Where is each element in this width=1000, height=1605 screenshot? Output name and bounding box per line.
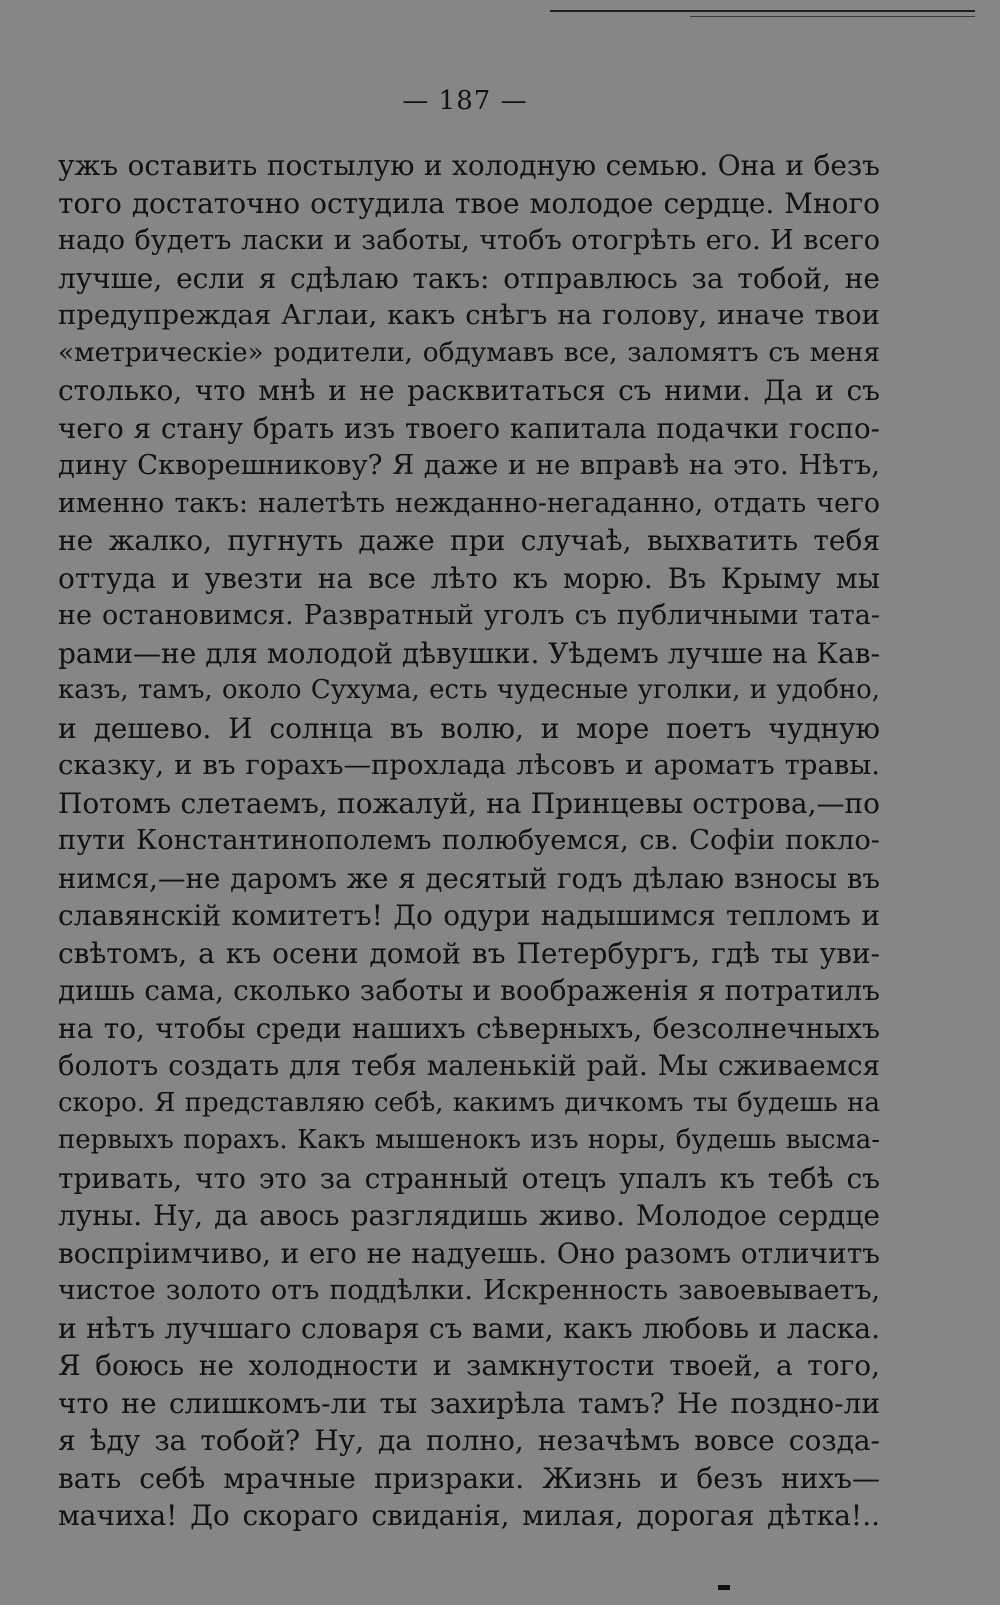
top-rule-line-thin: [690, 16, 975, 17]
text-line: и нѣтъ лучшаго словаря съ вами, какъ любовь и ласка.: [58, 1311, 880, 1345]
text-line: нимся,—не даромъ же я десятый годъ дѣлаю взносы въ: [58, 861, 880, 895]
text-line: Я боюсь не холодности и замкнутости твоей, а того,: [58, 1349, 880, 1382]
text-line: луны. Ну, да авось разглядишь живо. Молодое сердце: [58, 1199, 880, 1232]
text-line: Потомъ слетаемъ, пожалуй, на Принцевы острова,—по: [58, 786, 880, 820]
text-line: оттуда и увезти на все лѣто къ морю. Въ Крыму мы: [58, 561, 880, 595]
page-number: — 187 —: [402, 86, 528, 116]
text-line: столько, что мнѣ и не расквитаться съ ними. Да и съ: [58, 374, 880, 407]
text-line: дину Скворешникову? Я даже и не вправѣ на это. Нѣтъ,: [58, 450, 880, 481]
text-line: сказку, и въ горахъ—прохлада лѣсовъ и ароматъ травы.: [58, 749, 880, 781]
text-line: надо будетъ ласки и заботы, чтобъ отогрѣть его. И всего: [58, 225, 880, 256]
text-line: дишь сама, сколько заботы и воображенія я потратилъ: [58, 974, 880, 1007]
text-line: воспріимчиво, и его не надуешь. Оно разомъ отличитъ: [58, 1236, 880, 1270]
text-line: не жалко, пугнуть даже при случаѣ, выхватить тебя: [58, 524, 880, 557]
text-line: предупреждая Аглаи, какъ снѣгъ на голову, иначе твои: [58, 299, 880, 331]
text-line: не остановимся. Развратный уголъ съ публичными тата-: [58, 600, 880, 631]
text-line: пути Константинополемъ полюбуемся, св. Софіи покло-: [58, 825, 880, 856]
text-line: рами—не для молодой дѣвушки. Уѣдемъ лучше на Кав-: [58, 636, 880, 670]
text-line: вать себѣ мрачные призраки. Жизнь и безъ нихъ—: [58, 1461, 880, 1495]
text-line: ужъ оставить постылую и холодную семью. Она и безъ: [58, 149, 880, 182]
text-line: на то, чтобы среди нашихъ сѣверныхъ, безсолнечныхъ: [58, 1011, 880, 1045]
ink-mark: [718, 1585, 730, 1590]
text-line: чего я стану брать изъ твоего капитала подачки госпо-: [58, 411, 880, 445]
top-rule-line: [550, 10, 975, 12]
text-line: славянскій комитетъ! До одури надышимся тепломъ и: [58, 899, 880, 932]
text-line: и дешево. И солнца въ волю, и море поетъ чудную: [58, 711, 880, 745]
text-line: первыхъ порахъ. Какъ мышенокъ изъ норы, будешь высма-: [58, 1125, 880, 1155]
text-line: болотъ создать для тебя маленькій рай. Мы сживаемся: [58, 1049, 880, 1082]
text-line: того достаточно остудила твое молодое сердце. Много: [58, 186, 880, 220]
text-line: чистое золото отъ поддѣлки. Искренность завоевываетъ,: [58, 1275, 880, 1306]
text-line: я ѣду за тобой? Ну, да полно, незачѣмъ вовсе созда-: [58, 1424, 880, 1457]
text-line: свѣтомъ, а къ осени домой въ Петербургъ, гдѣ ты уви-: [58, 936, 880, 970]
text-line: казъ, тамъ, около Сухума, есть чудесные уголки, и удобно,: [58, 675, 880, 705]
text-line: «метрическіе» родители, обдумавъ все, заломятъ съ меня: [58, 337, 880, 368]
text-line: тривать, что это за странный отецъ упалъ къ тебѣ съ: [58, 1161, 880, 1195]
text-line: именно такъ: налетѣть нежданно-негаданно, отдать чего: [58, 487, 880, 519]
text-line: что не слишкомъ-ли ты захирѣла тамъ? Не поздно-ли: [58, 1386, 880, 1420]
text-line: скоро. Я представляю себѣ, какимъ дичкомъ ты будешь на: [58, 1087, 880, 1118]
text-line: мачиха! До скораго свиданія, милая, дорогая дѣтка!..: [58, 1499, 880, 1532]
body-text: [58, 147, 880, 1535]
text-line: лучше, если я сдѣлаю такъ: отправлюсь за тобой, не: [58, 261, 880, 295]
